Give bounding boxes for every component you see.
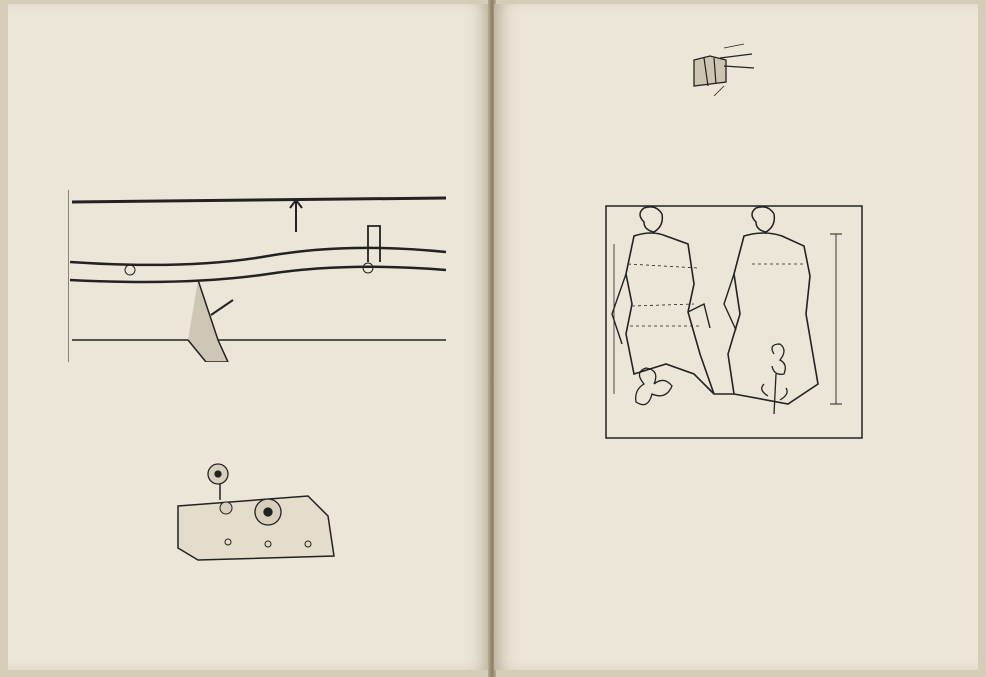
pattern-figure-illustration [604,204,864,440]
gear-roller-illustration [158,456,338,564]
safety-wire-illustration [684,36,804,106]
right-page [494,4,978,670]
needle-bed-illustration [68,190,448,362]
left-page [8,4,490,670]
